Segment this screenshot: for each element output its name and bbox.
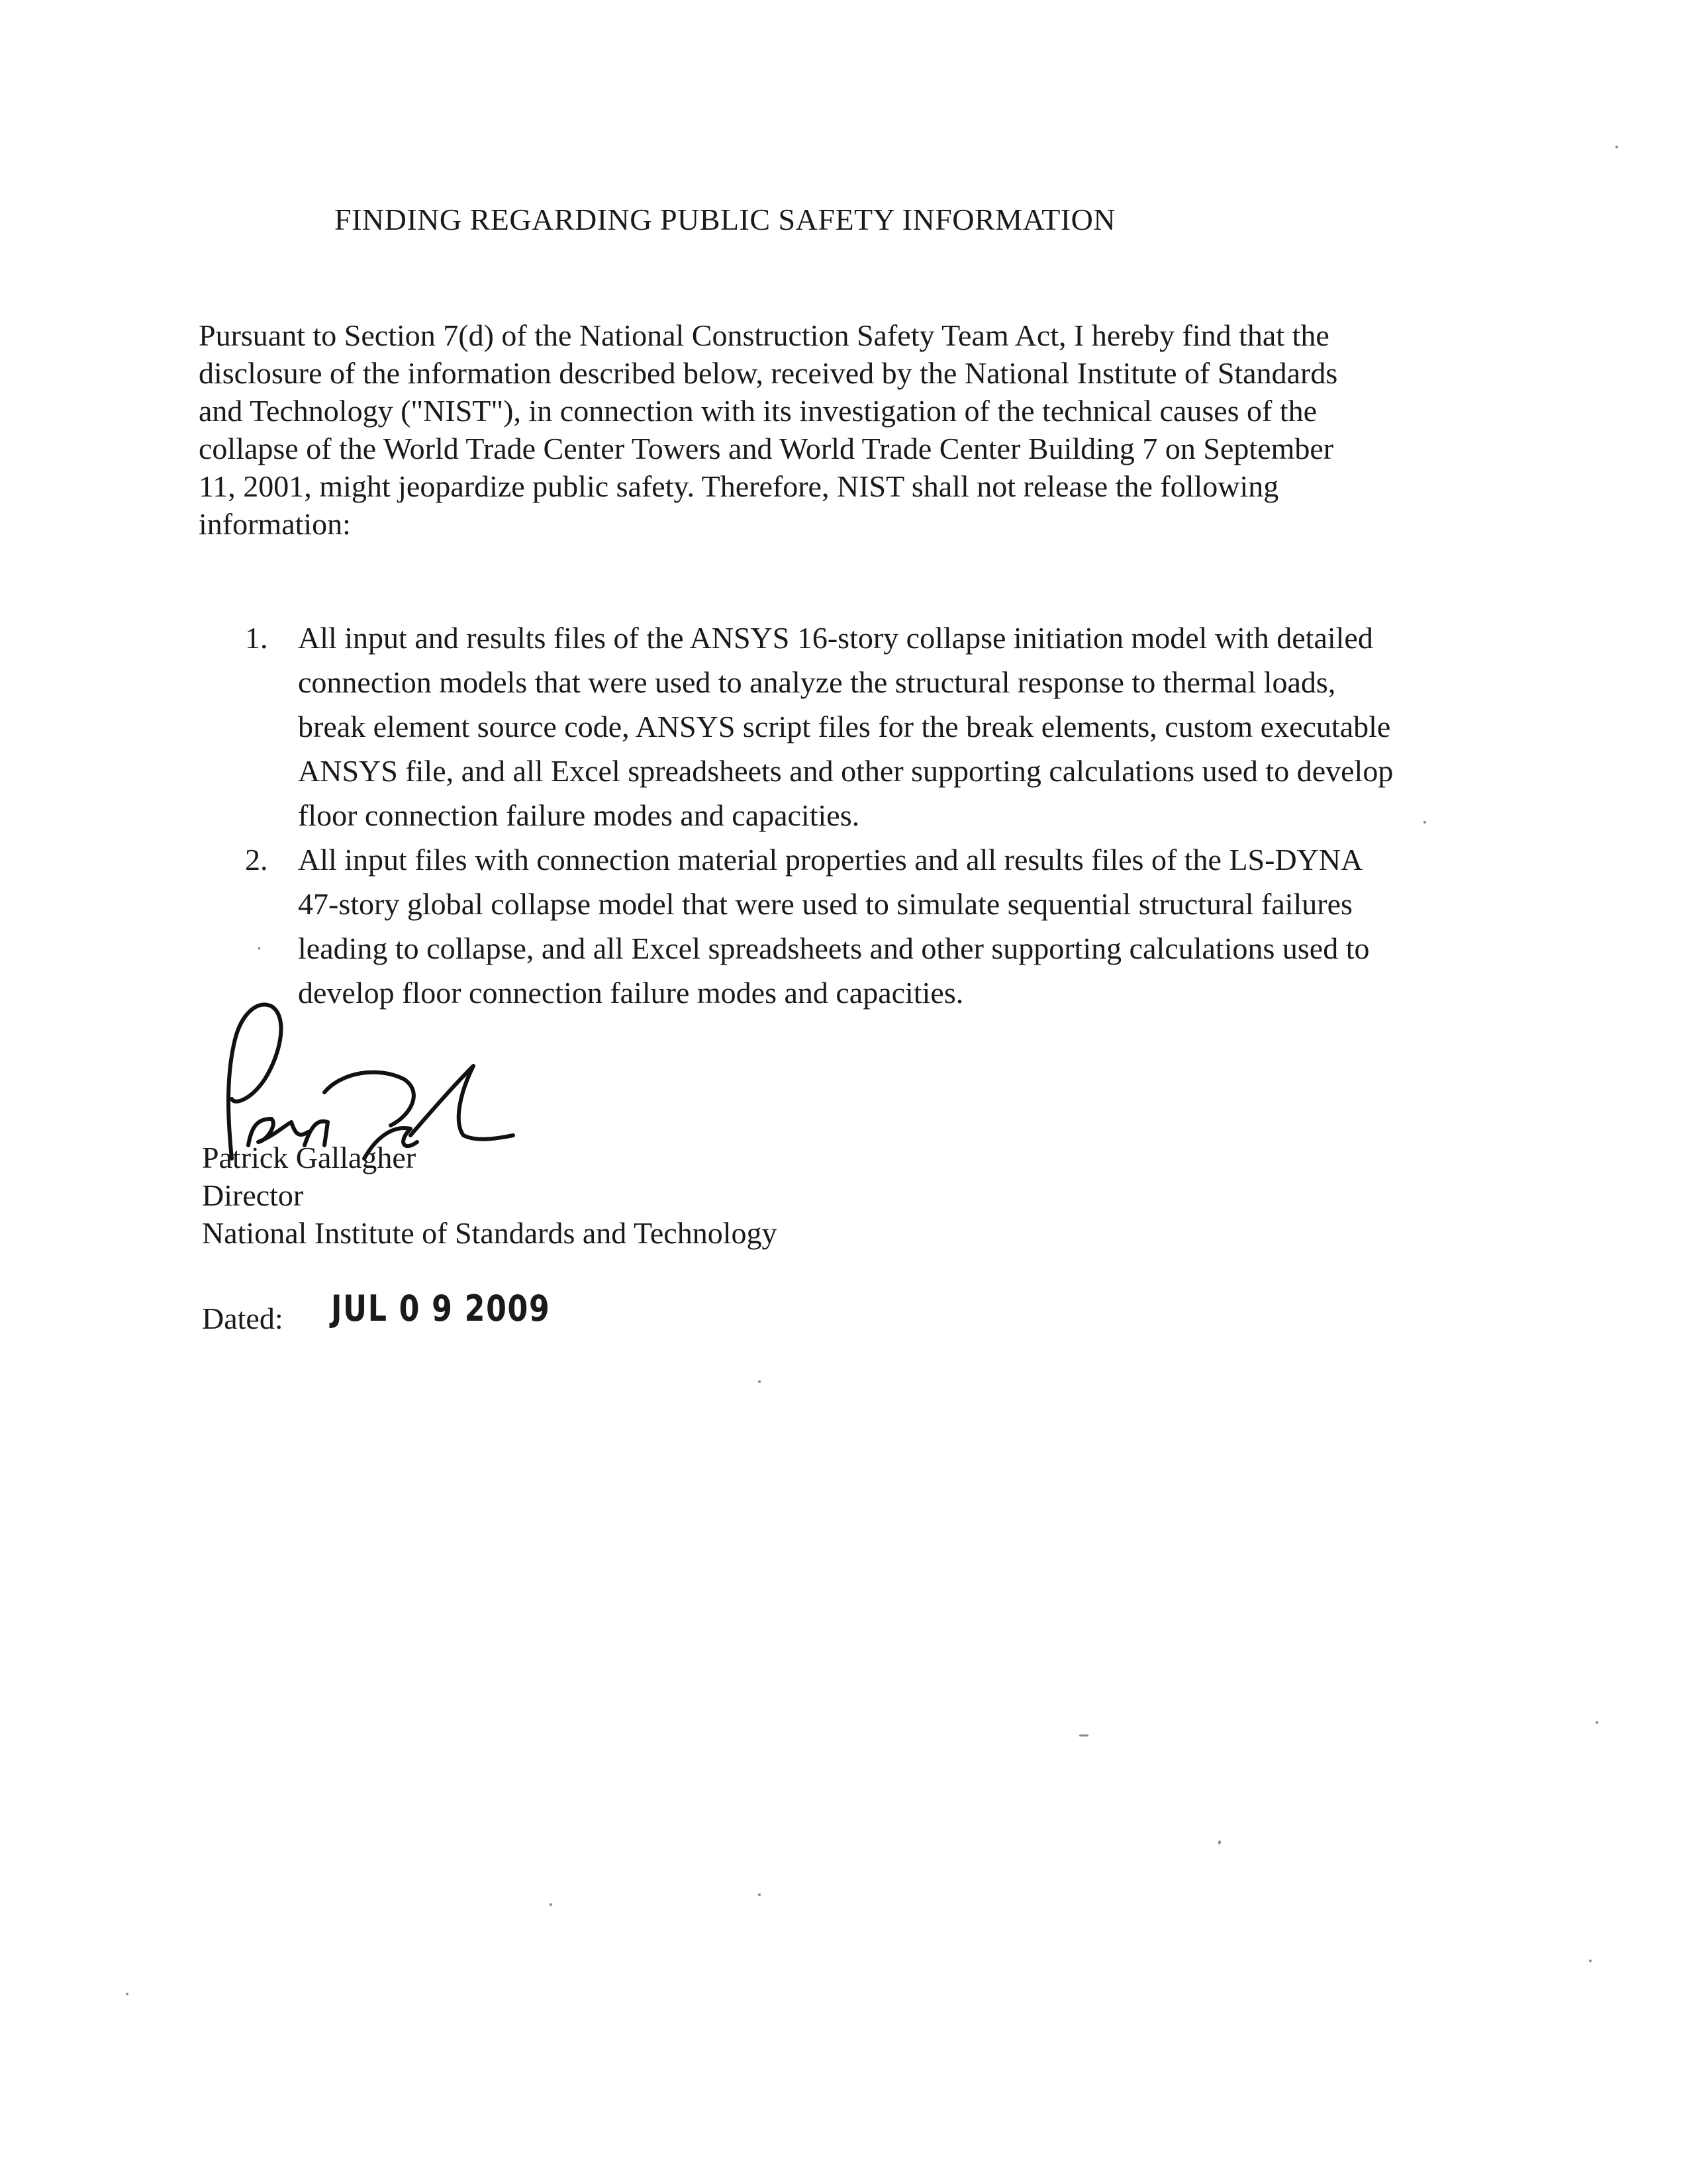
item-line: leading to collapse, and all Excel spreadsheets and other supporting calculations used to	[298, 931, 1370, 965]
item-line: break element source code, ANSYS script files for the break elements, custom executable	[298, 710, 1391, 743]
scan-speck	[1615, 146, 1618, 148]
item-line: develop floor connection failure modes and capacities.	[298, 976, 964, 1010]
item-line: ANSYS file, and all Excel spreadsheets and other supporting calculations used to develop	[298, 754, 1394, 788]
intro-line: and Technology ("NIST"), in connection with its investigation of the technical causes of the	[199, 394, 1318, 428]
scan-speck	[758, 1380, 761, 1383]
signatory-name: Patrick Gallagher	[202, 1141, 416, 1174]
item-number: 2.	[245, 843, 268, 877]
scan-speck	[258, 947, 260, 950]
page-title: FINDING REGARDING PUBLIC SAFETY INFORMATION	[334, 203, 1116, 236]
item-line: All input files with connection material properties and all results files of the LS-DYNA	[298, 843, 1363, 877]
signatory-title: Director	[202, 1178, 304, 1212]
intro-line: disclosure of the information described below, received by the National Institute of Standards	[199, 356, 1338, 390]
scan-speck	[126, 1993, 128, 1995]
intro-line: collapse of the World Trade Center Towers and World Trade Center Building 7 on September	[199, 432, 1334, 465]
intro-line: 11, 2001, might jeopardize public safety. Therefore, NIST shall not release the following	[199, 469, 1279, 503]
findings-list	[245, 616, 1503, 1015]
intro-paragraph	[199, 316, 1503, 543]
signatory-organization: National Institute of Standards and Technology	[202, 1216, 777, 1250]
item-line: connection models that were used to analyze the structural response to thermal loads,	[298, 665, 1336, 699]
item-line: floor connection failure modes and capacities.	[298, 798, 860, 832]
finding-item-2	[245, 837, 1503, 1015]
finding-item-1	[245, 616, 1503, 837]
scan-speck	[1596, 1721, 1598, 1724]
signature-block	[202, 1139, 777, 1252]
scan-speck	[1423, 821, 1426, 824]
item-line: All input and results files of the ANSYS 16-story collapse initiation model with detailed	[298, 621, 1373, 655]
scan-speck	[550, 1903, 552, 1906]
intro-line: information:	[199, 507, 351, 541]
item-line: 47-story global collapse model that were used to simulate sequential structural failures	[298, 887, 1353, 921]
item-number: 1.	[245, 621, 268, 655]
dated-label: Dated:	[202, 1302, 283, 1335]
scan-speck	[1079, 1734, 1088, 1736]
date-stamp: JUL 0 9 2009	[331, 1288, 551, 1329]
scan-speck	[1218, 1840, 1221, 1844]
scan-speck	[758, 1893, 761, 1896]
scan-speck	[1589, 1960, 1592, 1962]
intro-line: Pursuant to Section 7(d) of the National Construction Safety Team Act, I hereby find that the	[199, 318, 1329, 352]
